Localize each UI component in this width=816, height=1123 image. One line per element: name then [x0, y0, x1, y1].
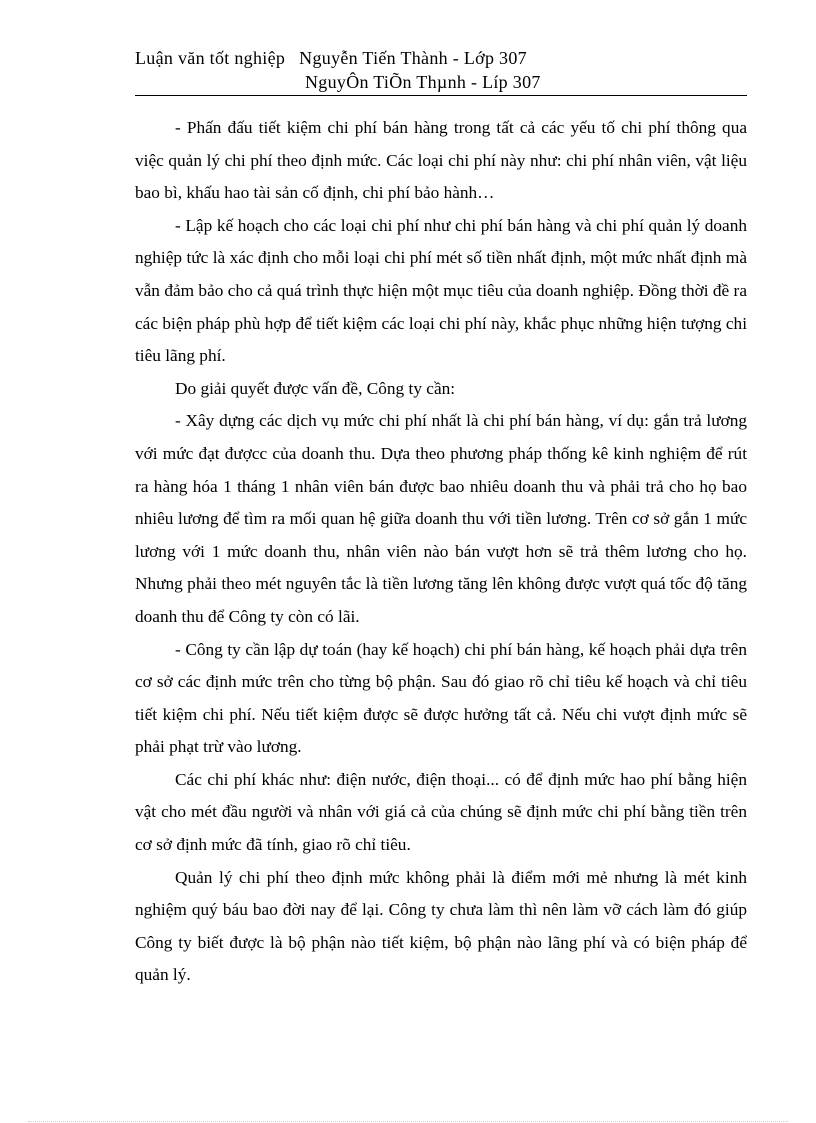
paragraph: Do giải quyết được vấn đề, Công ty cần: [175, 378, 456, 398]
body-text [135, 112, 747, 992]
header-line-1 [135, 46, 747, 70]
header-divider [135, 95, 747, 96]
header-line-2: NguyÔn TiÕn Thµnh - Líp 307 [305, 72, 541, 92]
paragraph: Các chi phí khác như: điện nước, điện thoại... có để định mức hao phí bằng hiện vật cho mét đầu người và nhân với giá cả của chúng sẽ định mức chi phí bằng tiền trên cơ sở định mức đã tính, giao rõ chỉ tiêu. [135, 769, 747, 855]
header-thesis-label: Luận văn tốt nghiệp [135, 48, 286, 68]
header-author-class: Nguyễn Tiến Thành - Lớp 307 [299, 48, 527, 68]
paragraph: - Lập kế hoạch cho các loại chi phí như chi phí bán hàng và chi phí quản lý doanh nghiệp tức là xác định cho mỗi loại chi phí mét số tiền nhất định, một mức nhất định mà vẫn đảm bảo cho cả quá trình thực hiện một mục tiêu của doanh nghiệp. Đồng thời đề ra các biện pháp phù hợp để tiết kiệm các loại chi phí này, khắc phục những hiện tượng chi tiêu lãng phí. [135, 215, 747, 366]
paragraph: Quản lý chi phí theo định mức không phải là điểm mới mẻ nhưng là mét kinh nghiệm quý báu bao đời nay để lại. Công ty chưa làm thì nên làm vỡ cách làm đó giúp Công ty biết được là bộ phận nào tiết kiệm, bộ phận nào lãng phí và có biện pháp để quản lý. [135, 867, 747, 985]
paragraph: - Xây dựng các dịch vụ mức chi phí nhất là chi phí bán hàng, ví dụ: gắn trả lương với mức đạt đượcc của doanh thu. Dựa theo phương pháp thống kê kinh nghiệm để rút ra hàng hóa 1 tháng 1 nhân viên bán được bao nhiêu doanh thu và phải trả cho họ bao nhiêu lương để tìm ra mối quan hệ giữa doanh thu với tiền lương. Trên cơ sở gắn 1 mức lương với 1 mức doanh thu, nhân viên nào bán vượt hơn sẽ trả thêm lương cho họ. Nhưng phải theo mét nguyên tắc là tiền lương tăng lên không được vượt quá tốc độ tăng doanh thu để Công ty còn có lãi. [135, 411, 747, 626]
paragraph: - Phấn đấu tiết kiệm chi phí bán hàng trong tất cả các yếu tố chi phí thông qua việc quản lý chi phí theo định mức. Các loại chi phí này như: chi phí nhân viên, vật liệu bao bì, khấu hao tài sản cố định, chi phí bảo hành… [135, 118, 747, 203]
page-header [135, 46, 747, 94]
page-bottom-edge [28, 1121, 788, 1122]
paragraph: - Công ty cần lập dự toán (hay kế hoạch) chi phí bán hàng, kế hoạch phải dựa trên cơ sở các định mức trên cho từng bộ phận. Sau đó giao rõ chỉ tiêu kế hoạch và chỉ tiêu tiết kiệm chi phí. Nếu tiết kiệm được sẽ được hưởng tất cả. Nếu chi vượt định mức sẽ phải phạt trừ vào lương. [135, 639, 747, 757]
